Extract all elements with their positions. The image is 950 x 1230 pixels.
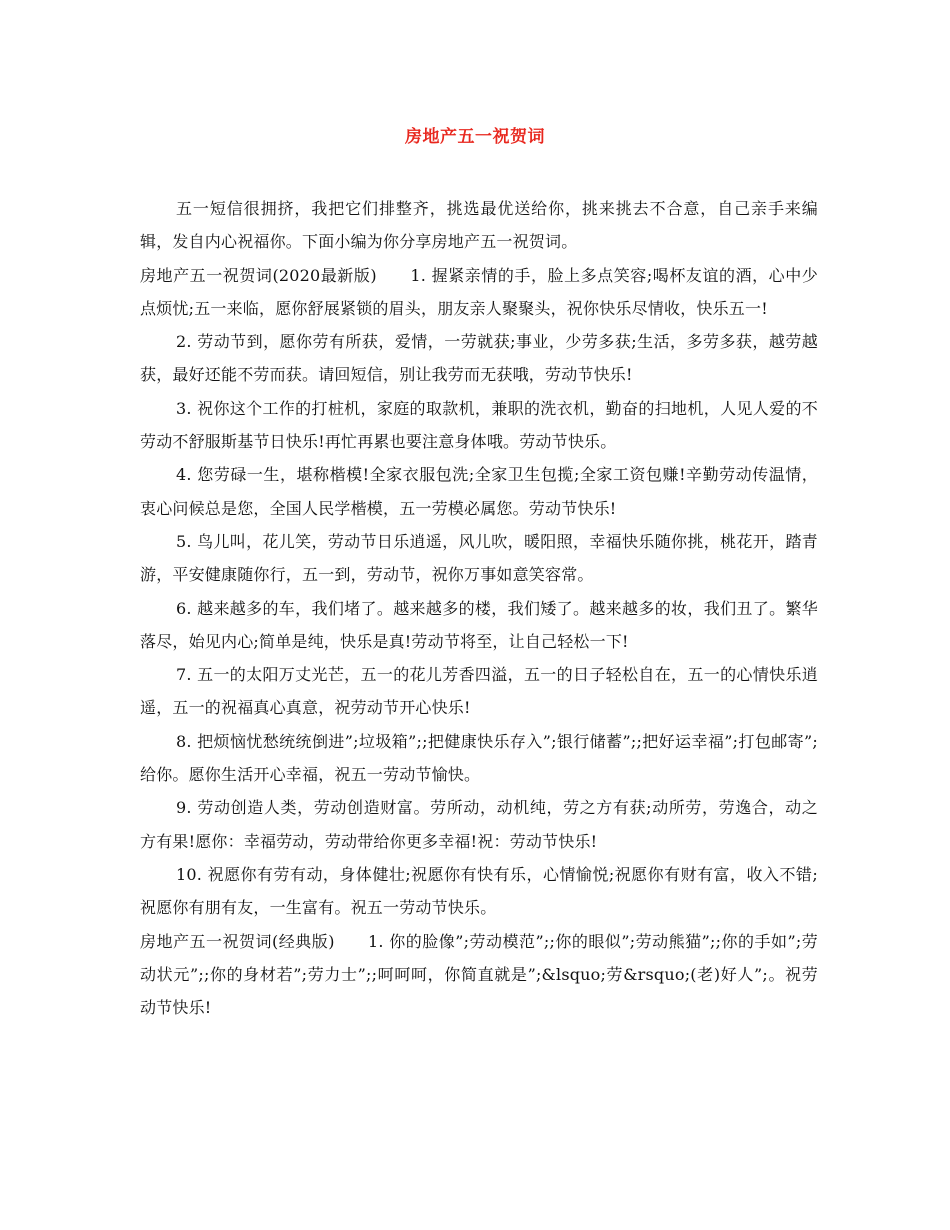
- paragraph-item-10: 10. 祝愿你有劳有动，身体健壮;祝愿你有快有乐，心情愉悦;祝愿你有财有富，收入不错;祝愿你有朋有友，一生富有。祝五一劳动节快乐。: [140, 864, 818, 918]
- paragraph-intro: 五一短信很拥挤，我把它们排整齐，挑选最优送给你，挑来挑去不合意，自己亲手来编辑，发自内心祝福你。下面小编为你分享房地产五一祝贺词。: [140, 199, 818, 252]
- paragraph-item-2: 2. 劳动节到，愿你劳有所获，爱情，一劳就获;事业，少劳多获;生活，多劳多获，越劳越获，最好还能不劳而获。请回短信，别让我劳而无获哦，劳动节快乐!: [140, 332, 818, 385]
- paragraph-item-7: 7. 五一的太阳万丈光芒，五一的花儿芳香四溢，五一的日子轻松自在，五一的心情快乐逍遥，五一的祝福真心真意，祝劳动节开心快乐!: [140, 665, 818, 718]
- paragraph-item-8: 8. 把烦恼忧愁统统倒进”;垃圾箱”;;把健康快乐存入”;银行储蓄”;;把好运幸福”;打包邮寄”;给你。愿你生活开心幸福，祝五一劳动节愉快。: [140, 731, 818, 785]
- paragraph-item-6: 6. 越来越多的车，我们堵了。越来越多的楼，我们矮了。越来越多的妆，我们丑了。繁华落尽，始见内心;简单是纯，快乐是真!劳动节将至，让自己轻松一下!: [140, 598, 818, 651]
- paragraph-item-4: 4. 您劳碌一生，堪称楷模!全家衣服包洗;全家卫生包揽;全家工资包赚!辛勤劳动传温情，衷心问候总是您，全国人民学楷模，五一劳模必属您。劳动节快乐!: [140, 465, 818, 518]
- paragraph-section-classic: 房地产五一祝贺词(经典版) 1. 你的脸像”;劳动模范”;;你的眼似”;劳动熊猫”;;你的手如”;劳动状元”;;你的身材若”;劳力士”;;呵呵呵，你简直就是”;&lsquo;劳&rsquo;(老)好人”;。祝劳动节快乐!: [140, 931, 818, 1018]
- document-title: 房地产五一祝贺词: [405, 127, 545, 147]
- paragraph-item-3: 3. 祝你这个工作的打桩机，家庭的取款机，兼职的洗衣机，勤奋的扫地机，人见人爱的不劳动不舒服斯基节日快乐!再忙再累也要注意身体哦。劳动节快乐。: [140, 398, 818, 452]
- document-body: [140, 192, 818, 1024]
- paragraph-item-5: 5. 鸟儿叫，花儿笑，劳动节日乐逍遥，风儿吹，暖阳照，幸福快乐随你挑，桃花开，踏青游，平安健康随你行，五一到，劳动节，祝你万事如意笑容常。: [140, 531, 818, 585]
- paragraph-section-2020: 房地产五一祝贺词(2020最新版) 1. 握紧亲情的手，脸上多点笑容;喝杯友谊的酒，心中少点烦忧;五一来临，愿你舒展紧锁的眉头，朋友亲人聚聚头，祝你快乐尽情收，快乐五一!: [140, 265, 818, 318]
- paragraph-item-9: 9. 劳动创造人类，劳动创造财富。劳所动，动机纯，劳之方有获;动所劳，劳逸合，动之方有果!愿你：幸福劳动，劳动带给你更多幸福!祝：劳动节快乐!: [140, 798, 818, 851]
